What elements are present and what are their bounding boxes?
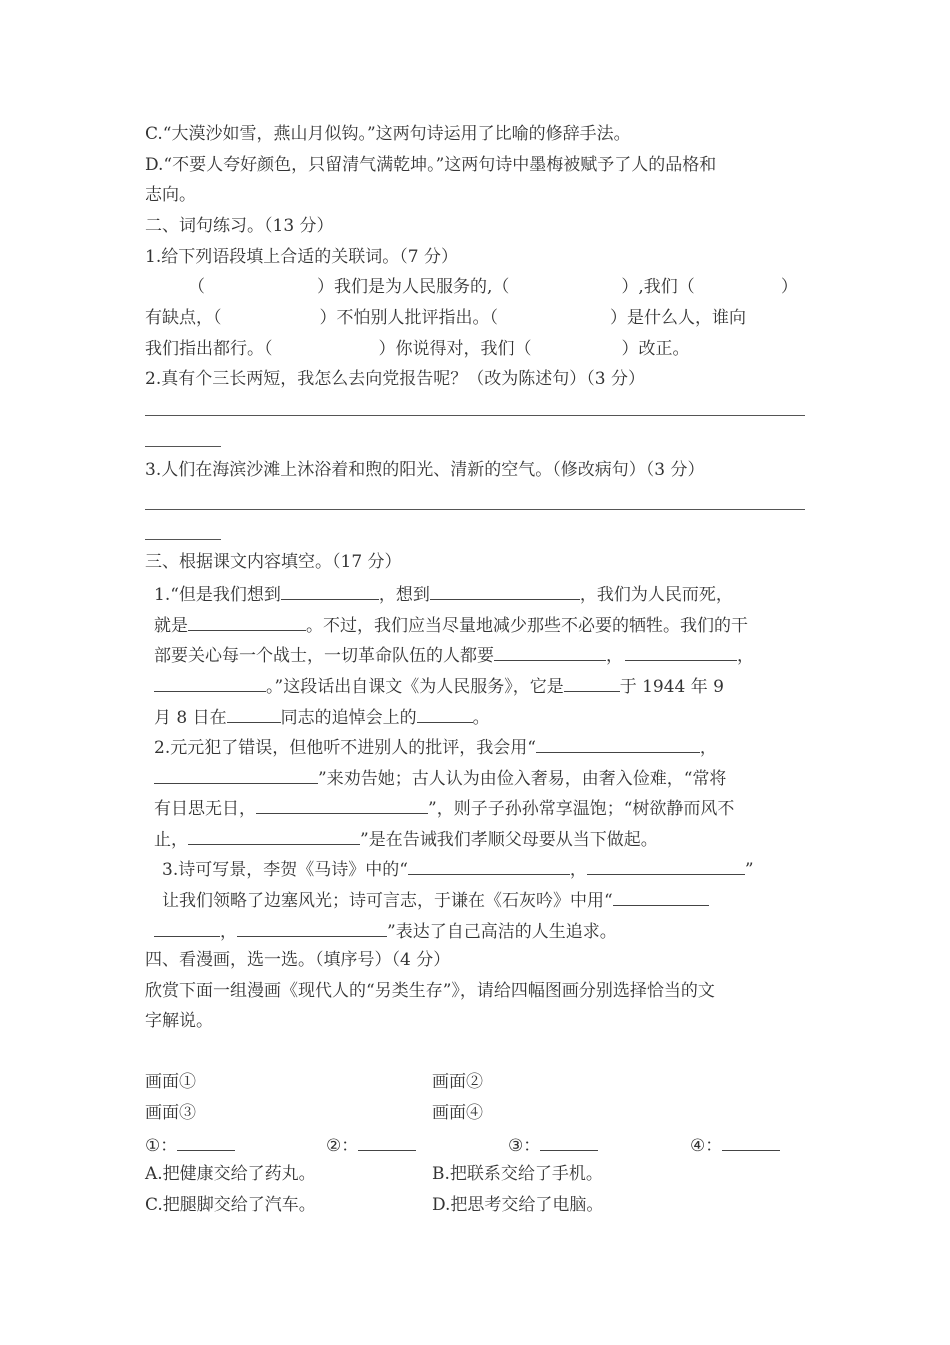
option-d-line2: 志向。	[145, 185, 196, 205]
answer-blank[interactable]	[281, 583, 379, 600]
choice-c: C.把腿脚交给了汽车。	[145, 1195, 316, 1215]
section3-title: 三、根据课文内容填空。（17 分）	[145, 552, 402, 572]
s2-q1-line1: （ ）我们是为人民服务的,（ ）,我们（ ）	[188, 277, 798, 297]
s3-q3-line1: 3.诗可写景，李贺《马诗》中的“ ， ”	[162, 860, 754, 880]
answer-blank[interactable]	[237, 920, 387, 937]
panel-2-label: 画面②	[432, 1072, 483, 1092]
panel-1-label: 画面①	[145, 1072, 196, 1092]
answer-blank[interactable]	[564, 675, 620, 692]
s3-q2-line3: 有日思无日， ”，则子子孙孙常享温饱；“树欲静而风不	[154, 799, 735, 819]
section4-title: 四、看漫画，选一选。（填序号）（4 分）	[145, 950, 451, 970]
answer-blank[interactable]	[587, 858, 745, 875]
answer-blank[interactable]	[722, 1134, 780, 1151]
choice-b: B.把联系交给了手机。	[432, 1164, 603, 1184]
s3-q2-line4: 止， ”是在告诫我们孝顺父母要从当下做起。	[154, 830, 658, 850]
s3-q1-line3: 部要关心每一个战士，一切革命队伍的人都要 ， ，	[154, 646, 754, 666]
answer-line[interactable]	[145, 446, 221, 447]
answer-blank[interactable]	[154, 675, 266, 692]
answer-blank[interactable]	[154, 920, 220, 937]
answer-blank[interactable]	[536, 736, 700, 753]
answer-blank[interactable]	[188, 614, 306, 631]
s4-intro-line1: 欣赏下面一组漫画《现代人的“另类生存”》，请给四幅图画分别选择恰当的文	[145, 981, 715, 1001]
answer-1: ①：	[145, 1134, 235, 1156]
choice-d: D.把思考交给了电脑。	[432, 1195, 604, 1215]
s3-q2-line1: 2.元元犯了错误，但他听不进别人的批评，我会用“ ，	[154, 738, 717, 758]
answer-blank[interactable]	[625, 644, 737, 661]
section2-title: 二、词句练习。（13 分）	[145, 216, 334, 236]
s3-q2-line2: ”来劝告她；古人认为由俭入奢易，由奢入俭难，“常将	[154, 767, 726, 789]
answer-blank[interactable]	[613, 889, 709, 906]
s2-q1-line2: 有缺点，（ ）不怕别人批评指出。（ ）是什么人，谁向	[145, 308, 746, 328]
answer-blank[interactable]	[188, 828, 360, 845]
answer-blank[interactable]	[227, 706, 281, 723]
s3-q1-line4: 。”这段话出自课文《为人民服务》，它是 于 1944 年 9	[154, 675, 724, 697]
answer-line[interactable]	[145, 415, 805, 416]
s2-q2: 2.真有个三长两短，我怎么去向党报告呢？（改为陈述句）（3 分）	[145, 369, 645, 389]
answer-2: ②：	[326, 1134, 416, 1156]
answer-blank[interactable]	[154, 767, 318, 784]
s3-q3-line3: ， ”表达了自己高洁的人生追求。	[154, 920, 617, 942]
choice-a: A.把健康交给了药丸。	[145, 1164, 316, 1184]
option-c: C.“大漠沙如雪，燕山月似钩。”这两句诗运用了比喻的修辞手法。	[145, 124, 631, 144]
answer-line[interactable]	[145, 539, 221, 540]
panel-4-label: 画面④	[432, 1103, 483, 1123]
answer-blank[interactable]	[494, 644, 606, 661]
s2-q3: 3.人们在海滨沙滩上沐浴着和煦的阳光、清新的空气。（修改病句）（3 分）	[145, 460, 705, 480]
answer-3: ③：	[508, 1134, 598, 1156]
s3-q1-line5: 月 8 日在 同志的追悼会上的 。	[154, 708, 490, 728]
s2-q1-line3: 我们指出都行。（ ）你说得对，我们（ ）改正。	[145, 339, 690, 359]
answer-blank[interactable]	[417, 706, 473, 723]
answer-blank[interactable]	[540, 1134, 598, 1151]
s3-q1-line1: 1.“但是我们想到 ，想到 ，我们为人民而死，	[154, 585, 733, 605]
answer-blank[interactable]	[256, 797, 428, 814]
s4-intro-line2: 字解说。	[145, 1011, 213, 1031]
answer-blank[interactable]	[430, 583, 580, 600]
s3-q3-line2: 让我们领略了边塞风光；诗可言志，于谦在《石灰吟》中用“	[162, 889, 709, 911]
option-d-line1: D.“不要人夸好颜色，只留清气满乾坤。”这两句诗中墨梅被赋予了人的品格和	[145, 155, 717, 175]
answer-line[interactable]	[145, 509, 805, 510]
answer-blank[interactable]	[408, 858, 570, 875]
s3-q1-line2: 就是 。不过，我们应当尽量地减少那些不必要的牺牲。我们的干	[154, 616, 748, 636]
answer-4: ④：	[690, 1134, 780, 1156]
s2-q1-title: 1.给下列语段填上合适的关联词。（7 分）	[145, 247, 458, 267]
answer-blank[interactable]	[177, 1134, 235, 1151]
answer-blank[interactable]	[358, 1134, 416, 1151]
panel-3-label: 画面③	[145, 1103, 196, 1123]
